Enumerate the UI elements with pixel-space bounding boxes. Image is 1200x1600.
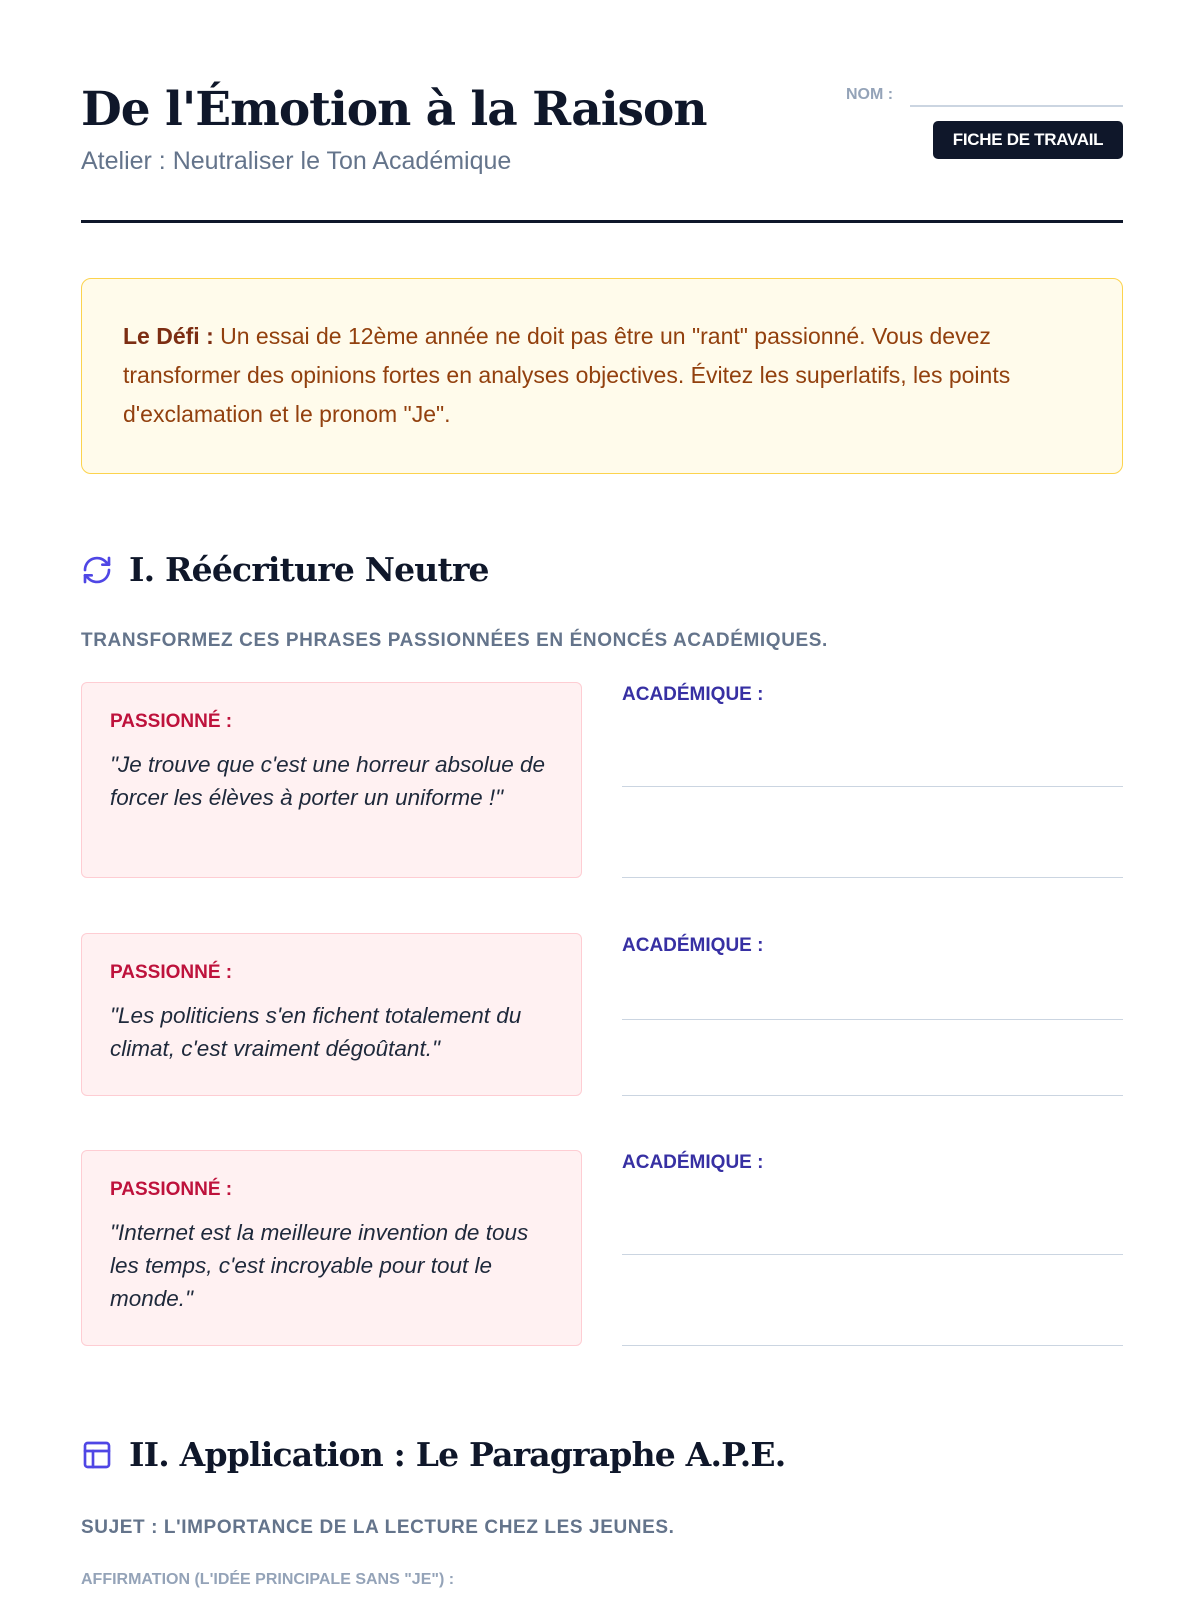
academic-label: ACADÉMIQUE : [622, 684, 764, 705]
section-1-title: I. Réécriture Neutre [129, 550, 489, 589]
section-1-instruction: TRANSFORMEZ CES PHRASES PASSIONNÉES EN ÉNONCÉS ACADÉMIQUES. [81, 630, 828, 651]
name-field[interactable] [910, 105, 1123, 107]
academic-label: ACADÉMIQUE : [622, 935, 764, 956]
passionate-text: "Je trouve que c'est une horreur absolue de forcer les élèves à porter un uniforme !" [110, 752, 546, 810]
passionate-text: "Internet est la meilleure invention de tous les temps, c'est incroyable pour tout le monde." [110, 1220, 529, 1311]
academic-answer-line[interactable] [622, 1019, 1123, 1020]
passionate-label: PASSIONNÉ : [110, 962, 233, 983]
page-title: De l'Émotion à la Raison [81, 82, 707, 137]
refresh-icon [81, 554, 113, 586]
passionate-text: "Les politiciens s'en fichent totalement du climat, c'est vraiment dégoûtant." [110, 1003, 522, 1061]
academic-answer-line[interactable] [622, 1345, 1123, 1346]
academic-answer-line[interactable] [622, 1095, 1123, 1096]
passionate-label: PASSIONNÉ : [110, 711, 233, 732]
page-subtitle: Atelier : Neutraliser le Ton Académique [81, 147, 512, 175]
section-2-subject: SUJET : L'IMPORTANCE DE LA LECTURE CHEZ LES JEUNES. [81, 1517, 675, 1538]
challenge-label: Le Défi : [123, 323, 214, 349]
challenge-text: Un essai de 12ème année ne doit pas être un "rant" passionné. Vous devez transformer des opinions fortes en analyses objectives. Évitez les superlatifs, les points d'exclamation et le pronom "Je". [123, 323, 1011, 427]
academic-answer-line[interactable] [622, 1254, 1123, 1255]
passionate-box [81, 682, 582, 878]
name-label: NOM : [846, 86, 894, 103]
section-1-heading [81, 548, 489, 592]
passionate-box [81, 1150, 582, 1346]
passionate-box [81, 933, 582, 1096]
academic-answer-line[interactable] [622, 786, 1123, 787]
header-divider [81, 220, 1123, 223]
layout-icon [81, 1439, 113, 1471]
section-2-title: II. Application : Le Paragraphe A.P.E. [129, 1435, 786, 1474]
passionate-label: PASSIONNÉ : [110, 1179, 233, 1200]
challenge-callout [81, 278, 1123, 474]
academic-answer-line[interactable] [622, 877, 1123, 878]
section-2-heading [81, 1433, 785, 1477]
affirmation-label: AFFIRMATION (L'IDÉE PRINCIPALE SANS "JE") : [81, 1571, 455, 1588]
worksheet-badge: FICHE DE TRAVAIL [933, 121, 1123, 159]
academic-label: ACADÉMIQUE : [622, 1152, 764, 1173]
